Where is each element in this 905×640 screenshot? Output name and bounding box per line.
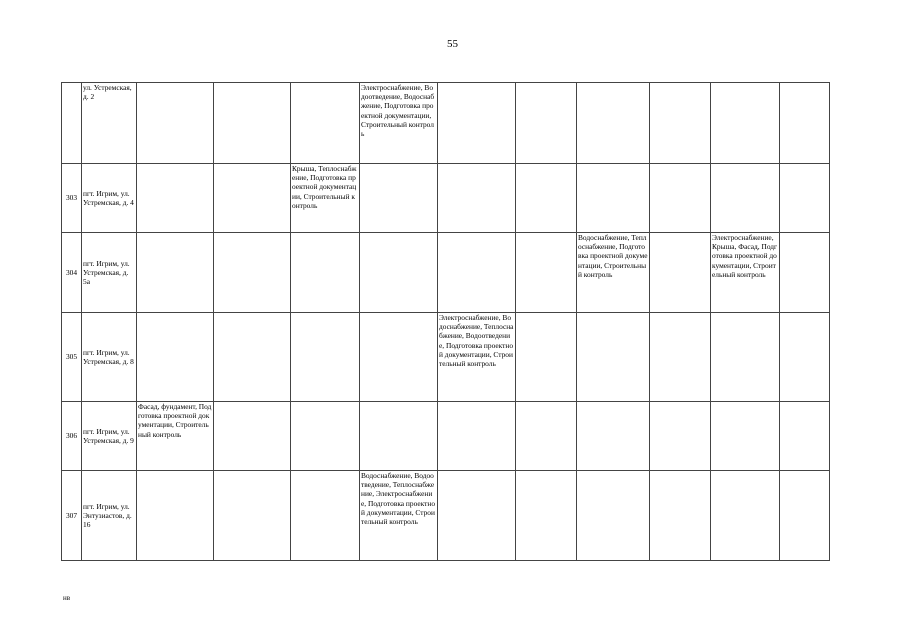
work-cell <box>577 233 650 313</box>
work-cell <box>360 313 438 402</box>
table-row <box>62 164 830 233</box>
work-cell <box>438 83 516 164</box>
work-cell <box>780 402 830 471</box>
table-row <box>62 313 830 402</box>
work-cell <box>577 83 650 164</box>
row-number: 307 <box>62 471 82 561</box>
work-cell <box>780 164 830 233</box>
work-cell <box>577 471 650 561</box>
work-cell <box>137 164 214 233</box>
work-cell <box>291 233 360 313</box>
address-cell: пгт. Игрим, ул. Устремская, д. 8 <box>82 313 137 402</box>
address-cell: ул. Устремская, д. 2 <box>82 83 137 164</box>
work-text: Крыша, Теплоснабжение, Подготовка проектной документации, Строительный контроль <box>292 164 357 210</box>
work-cell <box>438 233 516 313</box>
program-table <box>61 82 830 561</box>
work-cell <box>360 471 438 561</box>
work-cell <box>711 402 780 471</box>
work-cell <box>291 471 360 561</box>
work-cell <box>291 313 360 402</box>
work-cell <box>516 233 577 313</box>
table-row <box>62 402 830 471</box>
work-cell <box>214 233 291 313</box>
work-cell <box>650 402 711 471</box>
work-cell <box>516 164 577 233</box>
address-cell: пгт. Игрим, ул. Энтузиастов, д. 16 <box>82 471 137 561</box>
work-text: Электроснабжение, Водоотведение, Водоснабжение, Подготовка проектной документации, Строительный контроль <box>361 83 435 139</box>
work-cell <box>360 83 438 164</box>
row-number: 306 <box>62 402 82 471</box>
page-number: 55 <box>447 38 458 50</box>
work-cell <box>650 83 711 164</box>
work-cell <box>577 164 650 233</box>
work-cell <box>650 233 711 313</box>
row-number: 304 <box>62 233 82 313</box>
work-cell <box>780 83 830 164</box>
work-cell <box>214 164 291 233</box>
work-cell <box>438 471 516 561</box>
table-row <box>62 233 830 313</box>
work-cell <box>291 83 360 164</box>
work-cell <box>780 233 830 313</box>
work-cell <box>214 471 291 561</box>
work-cell <box>516 471 577 561</box>
work-cell <box>711 233 780 313</box>
work-text: Водоснабжение, Теплоснабжение, Подготовка проектной документации, Строительный контроль <box>578 233 648 279</box>
work-cell <box>214 402 291 471</box>
work-cell <box>516 313 577 402</box>
work-cell <box>711 313 780 402</box>
work-cell <box>577 402 650 471</box>
work-cell <box>650 164 711 233</box>
work-cell <box>137 233 214 313</box>
table-row <box>62 83 830 164</box>
work-cell <box>780 313 830 402</box>
work-cell <box>711 83 780 164</box>
address-cell: пгт. Игрим, ул. Устремская, д. 4 <box>82 164 137 233</box>
work-text: Водоснабжение, Водоотведение, Теплоснабжение, Электроснабжение, Подготовка проектной документации, Строительный контроль <box>361 471 436 527</box>
work-cell <box>360 233 438 313</box>
footer-mark: нв <box>63 594 71 602</box>
row-number <box>62 83 82 164</box>
work-cell <box>780 471 830 561</box>
work-cell <box>438 402 516 471</box>
work-cell <box>711 164 780 233</box>
work-cell <box>137 471 214 561</box>
work-cell <box>438 164 516 233</box>
work-cell <box>516 402 577 471</box>
work-cell <box>137 83 214 164</box>
row-number: 303 <box>62 164 82 233</box>
work-text: Фасад, фундамент, Подготовка проектной документации, Строительный контроль <box>138 402 212 439</box>
address-cell: пгт. Игрим, ул. Устремская, д. 9 <box>82 402 137 471</box>
work-cell <box>711 471 780 561</box>
work-cell <box>291 164 360 233</box>
table-row <box>62 471 830 561</box>
work-cell <box>577 313 650 402</box>
work-cell <box>360 164 438 233</box>
work-cell <box>214 313 291 402</box>
work-cell <box>291 402 360 471</box>
row-number: 305 <box>62 313 82 402</box>
work-cell <box>650 471 711 561</box>
work-cell <box>214 83 291 164</box>
work-cell <box>650 313 711 402</box>
work-cell <box>516 83 577 164</box>
work-text: Электроснабжение, Крыша, Фасад, Подготовка проектной документации, Строительный контроль <box>712 233 778 279</box>
work-cell <box>137 402 214 471</box>
work-cell <box>438 313 516 402</box>
address-cell: пгт. Игрим, ул. Устремская, д. 5а <box>82 233 137 313</box>
work-cell <box>137 313 214 402</box>
work-text: Электроснабжение, Водоснабжение, Теплоснабжение, Водоотведение, Подготовка проектной документации, Строительный контроль <box>439 313 514 369</box>
work-cell <box>360 402 438 471</box>
